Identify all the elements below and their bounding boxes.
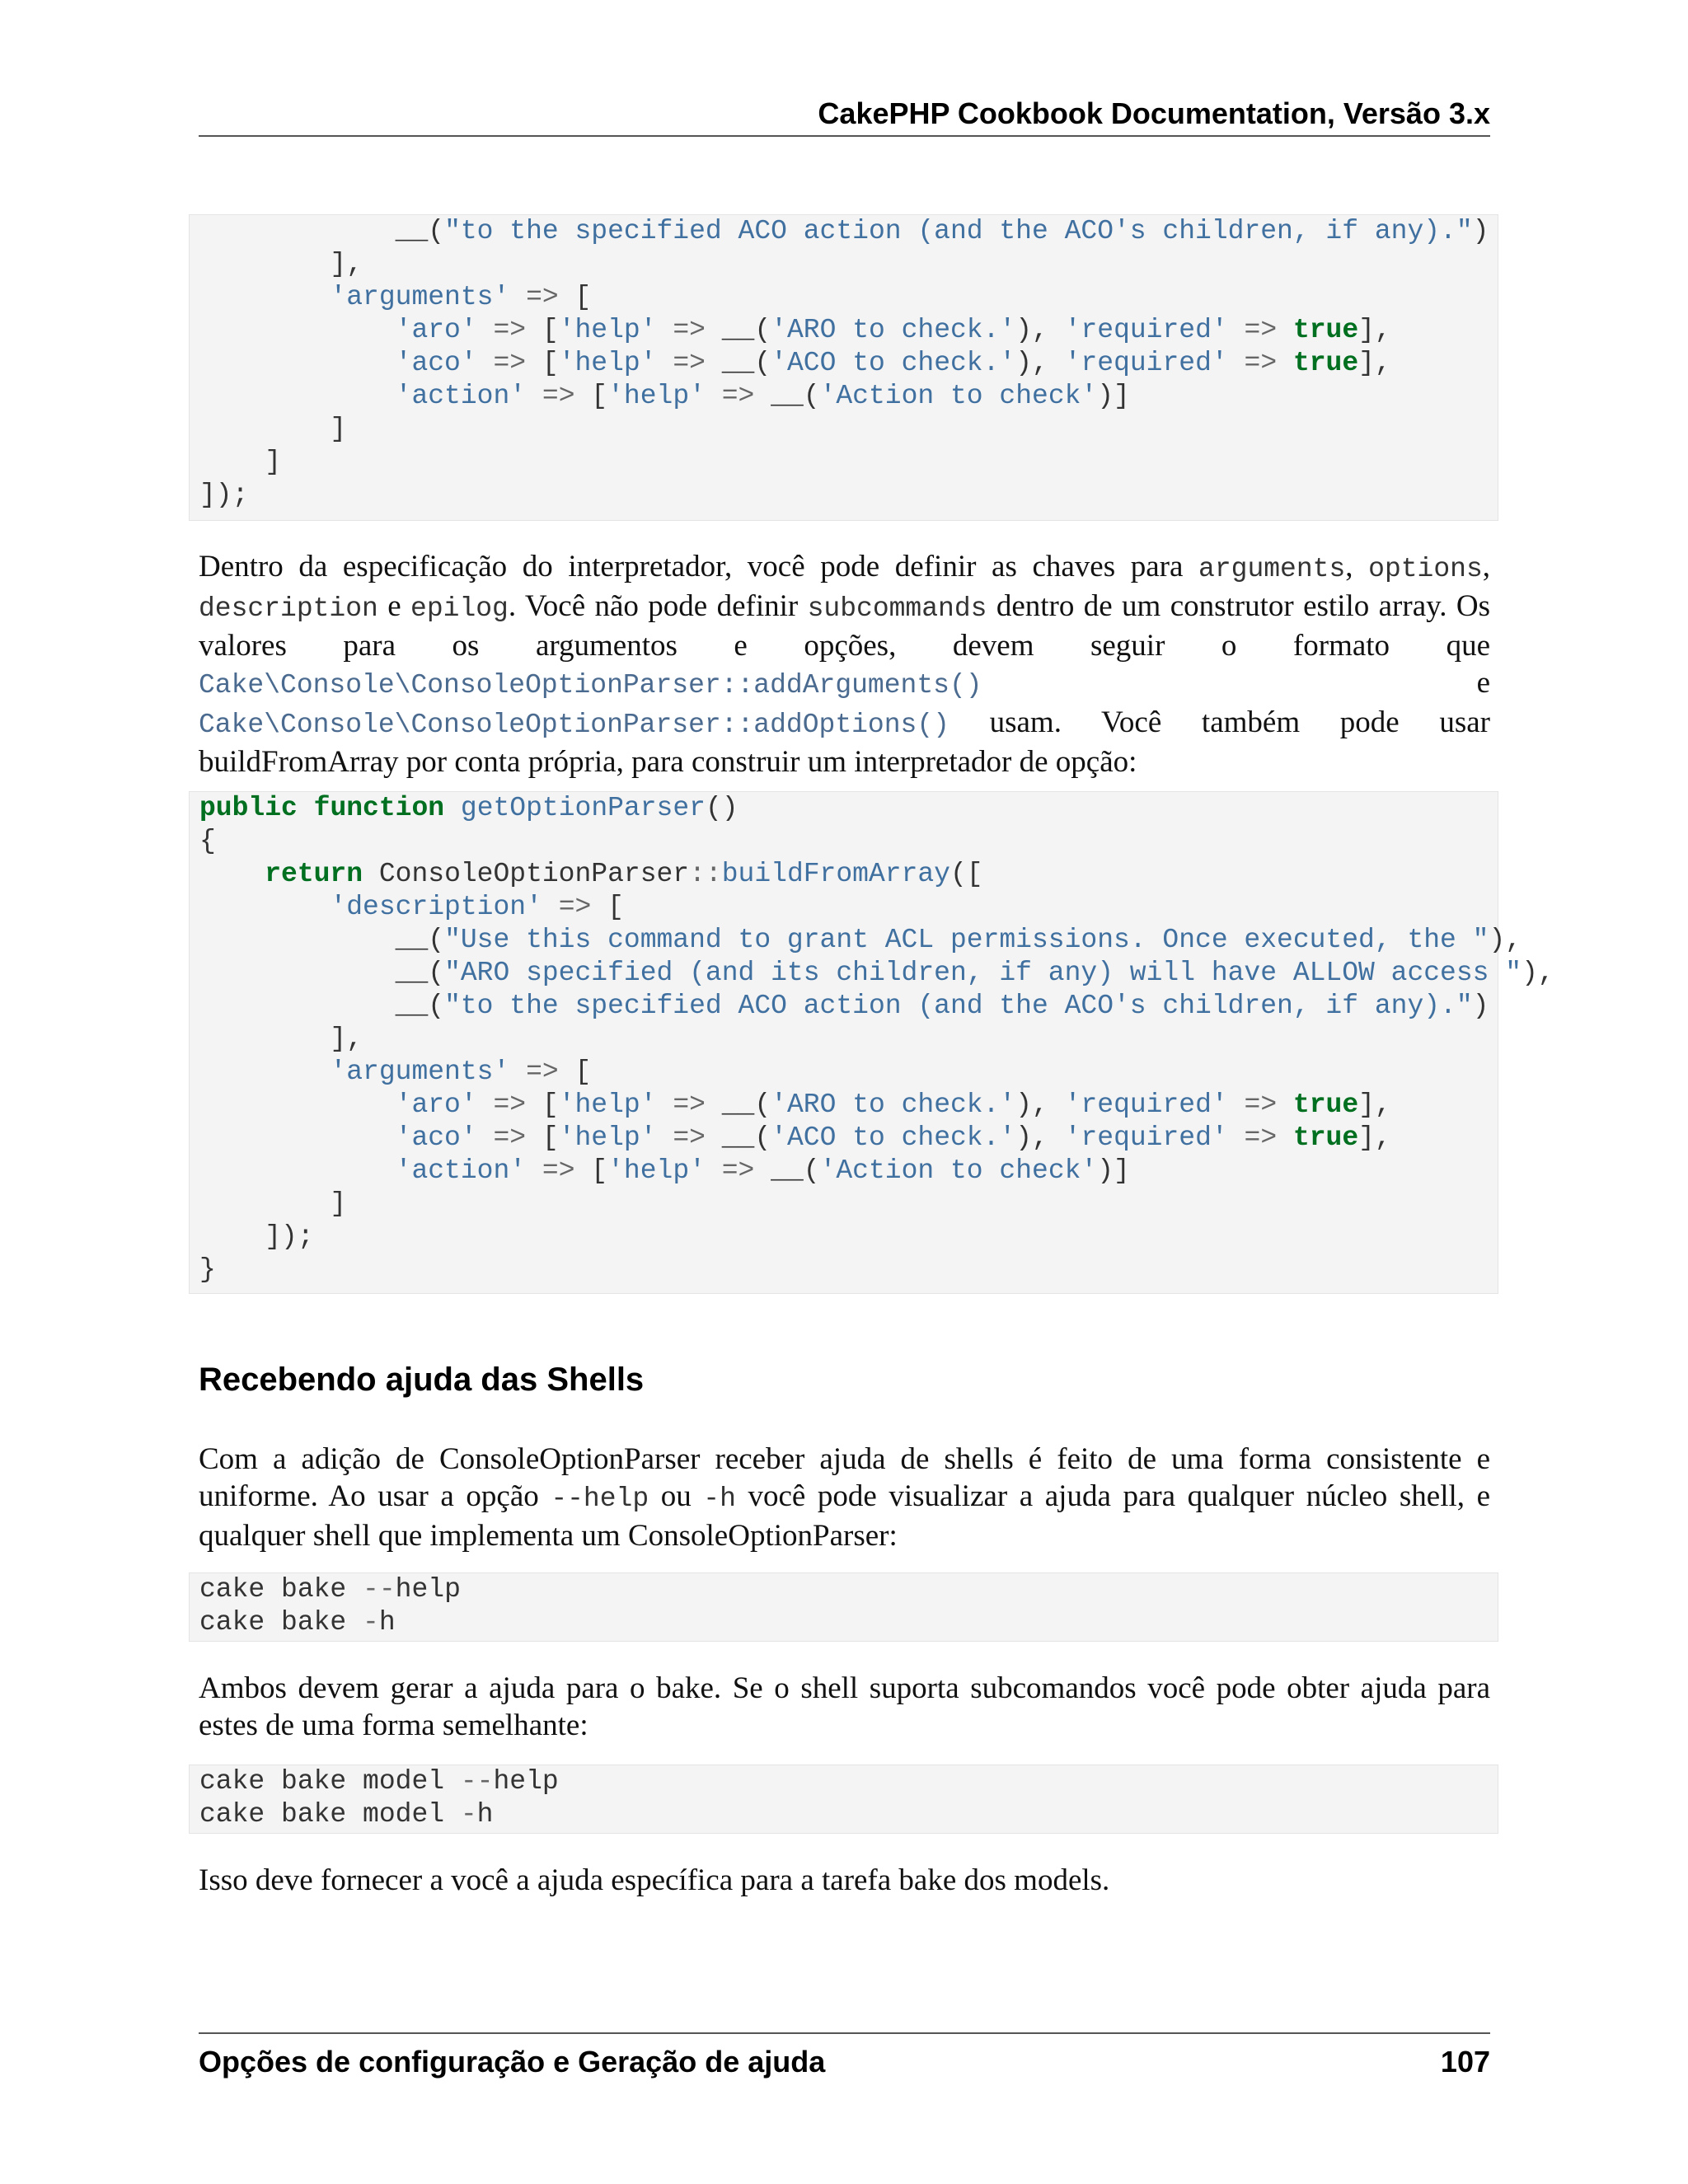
section-heading: Recebendo ajuda das Shells xyxy=(199,1361,645,1398)
paragraph-4: Isso deve fornecer a você a ajuda específica para a tarefa bake dos models. xyxy=(199,1863,1110,1897)
code-line: ], xyxy=(199,249,363,279)
code-line: 'aro' => ['help' => __('ARO to check.'), 'required' => true], xyxy=(395,315,1391,345)
paragraph-text: você pode visualizar a ajuda para qualquer núcleo shell, e qualquer shell que implementa um ConsoleOptionParser: xyxy=(199,1479,1491,1553)
page-number: 107 xyxy=(1440,2045,1490,2079)
code-literal: description xyxy=(199,593,378,624)
code-literal: epilog xyxy=(410,593,509,624)
code-literal: arguments xyxy=(1198,554,1346,584)
code-line: ], xyxy=(199,1024,363,1054)
code-line: 'arguments' => [ xyxy=(330,1057,592,1087)
code-line: 'action' => ['help' => __('Action to check')] xyxy=(395,1155,1130,1186)
code-literal: options xyxy=(1368,554,1483,584)
code-line: cake bake -h xyxy=(199,1607,396,1638)
paragraph-text: Com a adição de ConsoleOptionParser receber ajuda de shells é feito de uma forma consistente e uniforme. Ao usar a opção xyxy=(199,1442,1490,1513)
code-block-1 xyxy=(189,214,1498,521)
code-line: __("Use this command to grant ACL permissions. Once executed, the "), xyxy=(199,925,1522,955)
code-line: cake bake --help xyxy=(199,1574,461,1605)
code-line: ]); xyxy=(199,480,249,510)
paragraph-1 xyxy=(199,548,1490,780)
code-line: return ConsoleOptionParser::buildFromArray([ xyxy=(265,859,983,889)
paragraph-text: e xyxy=(377,589,411,623)
paragraph-2 xyxy=(199,1441,1490,1554)
code-line: ] xyxy=(199,414,347,444)
paragraph-text: . Você não pode definir xyxy=(508,589,808,623)
code-literal: --help xyxy=(551,1483,649,1514)
code-line: { xyxy=(199,826,216,856)
page-header xyxy=(199,92,1490,137)
code-line: 'action' => ['help' => __('Action to check')] xyxy=(395,381,1130,411)
paragraph-3: Ambos devem gerar a ajuda para o bake. Se o shell suporta subcomandos você pode obter ajuda para estes de uma forma semelhante: xyxy=(199,1671,1490,1742)
paragraph-text: ou xyxy=(649,1479,704,1513)
code-line: ] xyxy=(199,1188,347,1219)
code-block-2 xyxy=(189,791,1554,1294)
code-line: ]); xyxy=(199,1221,314,1252)
paragraph-text: , xyxy=(1345,550,1369,583)
paragraph-text: e xyxy=(982,666,1490,700)
paragraph-text: , xyxy=(1482,550,1491,583)
paragraph-text: dentro de um construtor estilo array. Os valores para os argumentos e opções, devem seguir o formato que xyxy=(199,589,1490,663)
code-line: 'aro' => ['help' => __('ARO to check.'), 'required' => true], xyxy=(395,1090,1391,1120)
code-literal: -h xyxy=(703,1483,736,1514)
footer-chapter-title: Opções de configuração e Geração de ajuda xyxy=(199,2045,826,2079)
paragraph-text: usam. Você também pode usar buildFromArray por conta própria, para construir um interpretador de opção: xyxy=(199,705,1490,779)
code-literal: subcommands xyxy=(807,593,987,624)
paragraph-text: Dentro da especificação do interpretador, você pode definir as chaves para xyxy=(199,550,1199,583)
page-footer xyxy=(199,2032,1490,2083)
code-line: 'aco' => ['help' => __('ACO to check.'), 'required' => true], xyxy=(395,348,1391,378)
code-line: } xyxy=(199,1254,216,1285)
code-line: 'arguments' => [ xyxy=(330,282,592,312)
code-line: ] xyxy=(199,447,282,477)
code-line: __("to the specified ACO action (and the ACO's children, if any).") xyxy=(199,991,1489,1021)
code-line: public function getOptionParser() xyxy=(199,793,738,823)
api-reference-link[interactable]: Cake\Console\ConsoleOptionParser::addOptions() xyxy=(199,710,950,740)
code-line: 'aco' => ['help' => __('ACO to check.'), 'required' => true], xyxy=(395,1122,1391,1153)
code-line: __("to the specified ACO action (and the ACO's children, if any).") xyxy=(199,216,1489,246)
code-line: cake bake model --help xyxy=(199,1766,559,1797)
header-title: CakePHP Cookbook Documentation, Versão 3.x xyxy=(818,96,1490,130)
code-block-3 xyxy=(189,1572,1498,1642)
code-line: __("ARO specified (and its children, if any) will have ALLOW access "), xyxy=(199,958,1554,988)
code-line: 'description' => [ xyxy=(330,892,624,922)
api-reference-link[interactable]: Cake\Console\ConsoleOptionParser::addArguments() xyxy=(199,670,982,701)
code-line: cake bake model -h xyxy=(199,1799,494,1830)
code-block-4 xyxy=(189,1765,1498,1834)
